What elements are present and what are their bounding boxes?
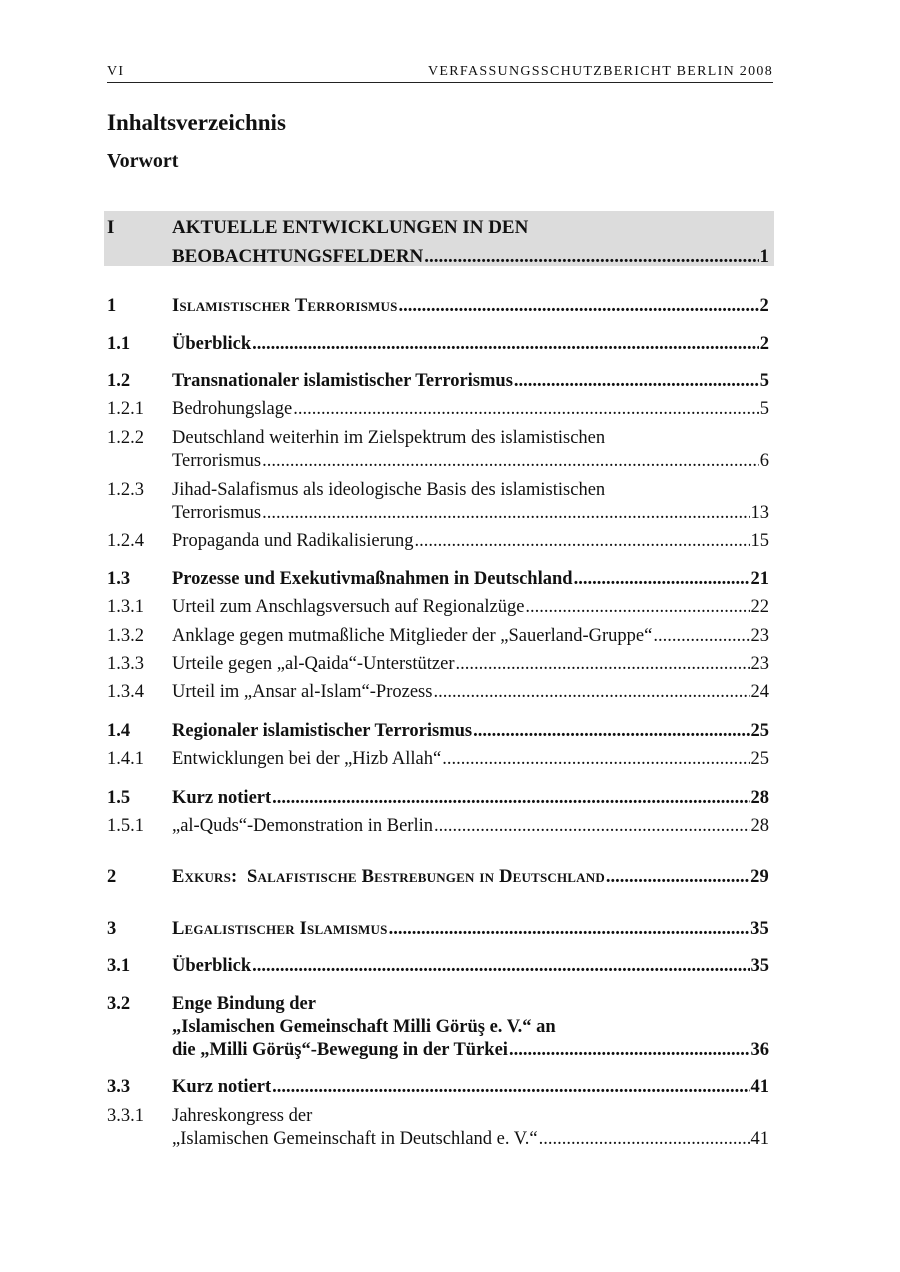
toc-title-line: „al-Quds“-Demonstration in Berlin (172, 816, 433, 836)
toc-number: 3 (107, 919, 117, 939)
leader-dots (252, 333, 759, 356)
leader-dots (414, 530, 749, 553)
toc-entry-1-3-3[interactable] (107, 653, 769, 676)
toc-number: 1.4 (107, 721, 131, 741)
leader-dots (653, 625, 749, 648)
toc-number: 1.2.2 (107, 428, 144, 448)
toc-number: 1.2.3 (107, 480, 144, 500)
toc-title-line: „Islamischen Gemeinschaft in Deutschland e. V.“ (172, 1129, 538, 1149)
toc-title-line: Urteil zum Anschlagsversuch auf Regionalzüge (172, 597, 525, 617)
toc-entry-1-3-4[interactable] (107, 681, 769, 704)
toc-page: 25 (750, 749, 769, 769)
toc-number: 1.3.3 (107, 654, 144, 674)
toc-number: 1.2.4 (107, 531, 144, 551)
toc-title-line: AKTUELLE ENTWICKLUNGEN IN DEN (172, 217, 529, 238)
leader-dots (262, 502, 749, 525)
toc-entry-3-1[interactable] (107, 955, 769, 978)
toc-number: 3.3.1 (107, 1106, 144, 1126)
leader-dots (574, 568, 750, 591)
toc-page: 22 (750, 597, 769, 617)
toc-title-line: Bedrohungslage (172, 399, 293, 419)
toc-entry-1-2-4[interactable] (107, 530, 769, 553)
toc-number: 1.3.2 (107, 626, 144, 646)
toc-title-line: Anklage gegen mutmaßliche Mitglieder der „Sauerland-Gruppe“ (172, 626, 653, 646)
leader-dots (424, 245, 758, 268)
toc-entry-3[interactable] (107, 918, 769, 941)
toc-page: 41 (750, 1077, 769, 1097)
toc-title-line: Überblick (172, 334, 252, 354)
toc-number: 1.2 (107, 371, 131, 391)
toc-title-line: Kurz notiert (172, 788, 272, 808)
toc-page: 2 (759, 334, 769, 354)
leader-dots (272, 1076, 749, 1099)
toc-page: 36 (750, 1040, 769, 1060)
toc-title-line: Islamistischer Terrorismus (172, 296, 398, 316)
toc-number: 1.3.1 (107, 597, 144, 617)
leader-dots (252, 955, 749, 978)
leader-dots (433, 681, 749, 704)
toc-title-line: Urteile gegen „al-Qaida“-Unterstützer (172, 654, 455, 674)
leader-dots (473, 720, 749, 743)
toc-entry-1-1[interactable] (107, 333, 769, 356)
leader-dots (434, 815, 750, 838)
toc-page: 29 (750, 867, 769, 887)
toc-title-line: Urteil im „Ansar al-Islam“-Prozess (172, 682, 433, 702)
toc-title-line: Deutschland weiterhin im Zielspektrum des islamistischen (172, 428, 606, 448)
toc-title-line: Regionaler islamistischer Terrorismus (172, 721, 473, 741)
toc-page: 35 (750, 919, 769, 939)
toc-number: 1.3.4 (107, 682, 144, 702)
leader-dots (606, 866, 749, 889)
toc-number: 1.5 (107, 788, 131, 808)
leader-dots (539, 1128, 750, 1151)
toc-entry-1-2-3[interactable] (107, 479, 769, 525)
leader-dots (514, 370, 759, 393)
toc-entry-1-3-2[interactable] (107, 625, 769, 648)
toc-page: 13 (750, 503, 769, 523)
leader-dots (293, 398, 759, 421)
toc-title-line: Terrorismus (172, 451, 262, 471)
toc-number: 2 (107, 867, 117, 887)
toc-entry-3-3[interactable] (107, 1076, 769, 1099)
toc-entry-3-2[interactable] (107, 993, 769, 1062)
toc-number: 1.4.1 (107, 749, 144, 769)
toc-entry-1-2-2[interactable] (107, 427, 769, 473)
toc-entry-1-3-1[interactable] (107, 596, 769, 619)
toc-number: 1.3 (107, 569, 131, 589)
leader-dots (509, 1039, 750, 1062)
toc-entry-1-4[interactable] (107, 720, 769, 743)
toc-title-line: die „Milli Görüş“-Bewegung in der Türkei (172, 1040, 508, 1060)
toc-number: 3.3 (107, 1077, 131, 1097)
toc-page: 6 (759, 451, 769, 471)
page-number-roman: VI (107, 64, 125, 79)
toc-entry-3-3-1[interactable] (107, 1105, 769, 1151)
toc-title-line: Transnationaler islamistischer Terrorismus (172, 371, 513, 391)
toc-number: 3.2 (107, 994, 131, 1014)
leader-dots (272, 787, 749, 810)
toc-title-line: Jihad-Salafismus als ideologische Basis des islamistischen (172, 480, 606, 500)
toc-number: 1 (107, 296, 117, 316)
toc-page: 15 (750, 531, 769, 551)
toc-title-line: „Islamischen Gemeinschaft Milli Görüş e. V.“ an (172, 1017, 556, 1037)
toc-entry-1-5-1[interactable] (107, 815, 769, 838)
toc-page: 24 (750, 682, 769, 702)
toc-page: 5 (759, 399, 769, 419)
toc-page: 23 (750, 626, 769, 646)
toc-title-line: Propaganda und Radikalisierung (172, 531, 414, 551)
toc-page: 1 (759, 246, 769, 267)
toc-entry-1-2[interactable] (107, 370, 769, 393)
toc-page: 25 (750, 721, 769, 741)
toc-entry-1-3[interactable] (107, 568, 769, 591)
leader-dots (456, 653, 750, 676)
leader-dots (262, 450, 759, 473)
toc-number: 1.2.1 (107, 399, 144, 419)
toc-title-line: Legalistischer Islamismus (172, 919, 388, 939)
page-title: Inhaltsverzeichnis (107, 110, 286, 135)
toc-entry-2[interactable] (107, 866, 769, 889)
toc-entry-1[interactable] (107, 295, 769, 318)
toc-number: 3.1 (107, 956, 131, 976)
toc-number: I (107, 217, 115, 238)
toc-title-line: Enge Bindung der (172, 994, 316, 1014)
toc-page: 23 (750, 654, 769, 674)
toc-title-line: Exkurs: Salafistische Bestrebungen in Deutschland (172, 867, 605, 887)
toc-title-line: Terrorismus (172, 503, 262, 523)
toc-entry-1-4-1[interactable] (107, 748, 769, 771)
toc-page: 35 (750, 956, 769, 976)
toc-title-line: Kurz notiert (172, 1077, 272, 1097)
toc-page: 5 (759, 371, 769, 391)
toc-page: 28 (750, 788, 769, 808)
toc-title-line: BEOBACHTUNGSFELDERN (172, 246, 424, 267)
running-header (107, 60, 773, 83)
toc-title-line: Prozesse und Exekutivmaßnahmen in Deutschland (172, 569, 573, 589)
foreword-heading: Vorwort (107, 150, 179, 172)
leader-dots (525, 596, 749, 619)
toc-entry-1-2-1[interactable] (107, 398, 769, 421)
leader-dots (399, 295, 759, 318)
leader-dots (442, 748, 749, 771)
toc-page: 2 (759, 296, 769, 316)
running-title: VERFASSUNGSSCHUTZBERICHT BERLIN 2008 (428, 64, 773, 79)
toc-number: 1.1 (107, 334, 131, 354)
toc-title-line: Jahreskongress der (172, 1106, 313, 1126)
toc-entry-chapter-I[interactable] (107, 216, 769, 268)
toc-page: 41 (750, 1129, 769, 1149)
toc-entry-1-5[interactable] (107, 787, 769, 810)
toc-page: 28 (750, 816, 769, 836)
toc-page: 21 (750, 569, 769, 589)
toc-title-line: Überblick (172, 956, 252, 976)
toc-number: 1.5.1 (107, 816, 144, 836)
toc-title-line: Entwicklungen bei der „Hizb Allah“ (172, 749, 442, 769)
leader-dots (389, 918, 750, 941)
